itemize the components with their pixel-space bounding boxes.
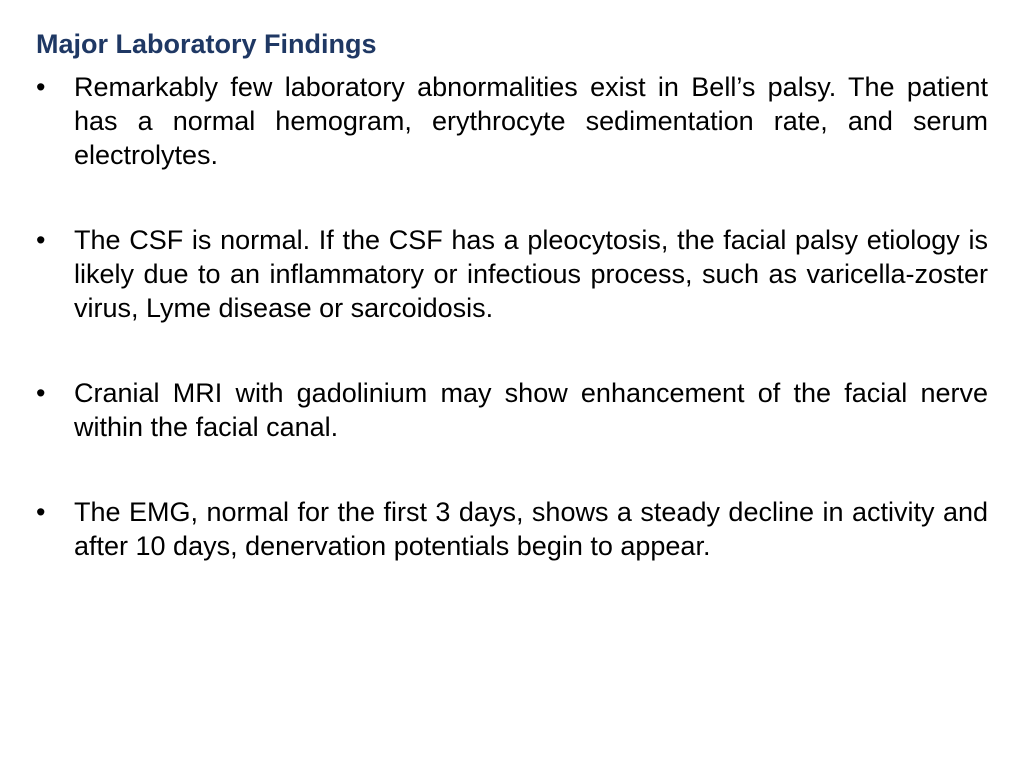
bullet-item	[36, 495, 988, 563]
bullet-item	[36, 223, 988, 325]
bullet-text: Cranial MRI with gadolinium may show enhancement of the facial nerve within the facial canal.	[74, 378, 988, 442]
bullet-list	[36, 70, 988, 563]
bullet-icon: •	[36, 225, 46, 255]
bullet-text: The CSF is normal. If the CSF has a pleocytosis, the facial palsy etiology is likely due to an inflammatory or infectious process, such as varicella-zoster virus, Lyme disease or sarcoidosis.	[74, 225, 988, 323]
bullet-icon: •	[36, 497, 46, 527]
slide-title: Major Laboratory Findings	[36, 29, 377, 59]
bullet-icon: •	[36, 72, 46, 102]
bullet-icon: •	[36, 378, 46, 408]
bullet-item	[36, 376, 988, 444]
bullet-item	[36, 70, 988, 172]
bullet-text: The EMG, normal for the first 3 days, shows a steady decline in activity and after 10 days, denervation potentials begin to appear.	[74, 497, 988, 561]
bullet-text: Remarkably few laboratory abnormalities exist in Bell’s palsy. The patient has a normal hemogram, erythrocyte sedimentation rate, and serum electrolytes.	[74, 72, 988, 170]
